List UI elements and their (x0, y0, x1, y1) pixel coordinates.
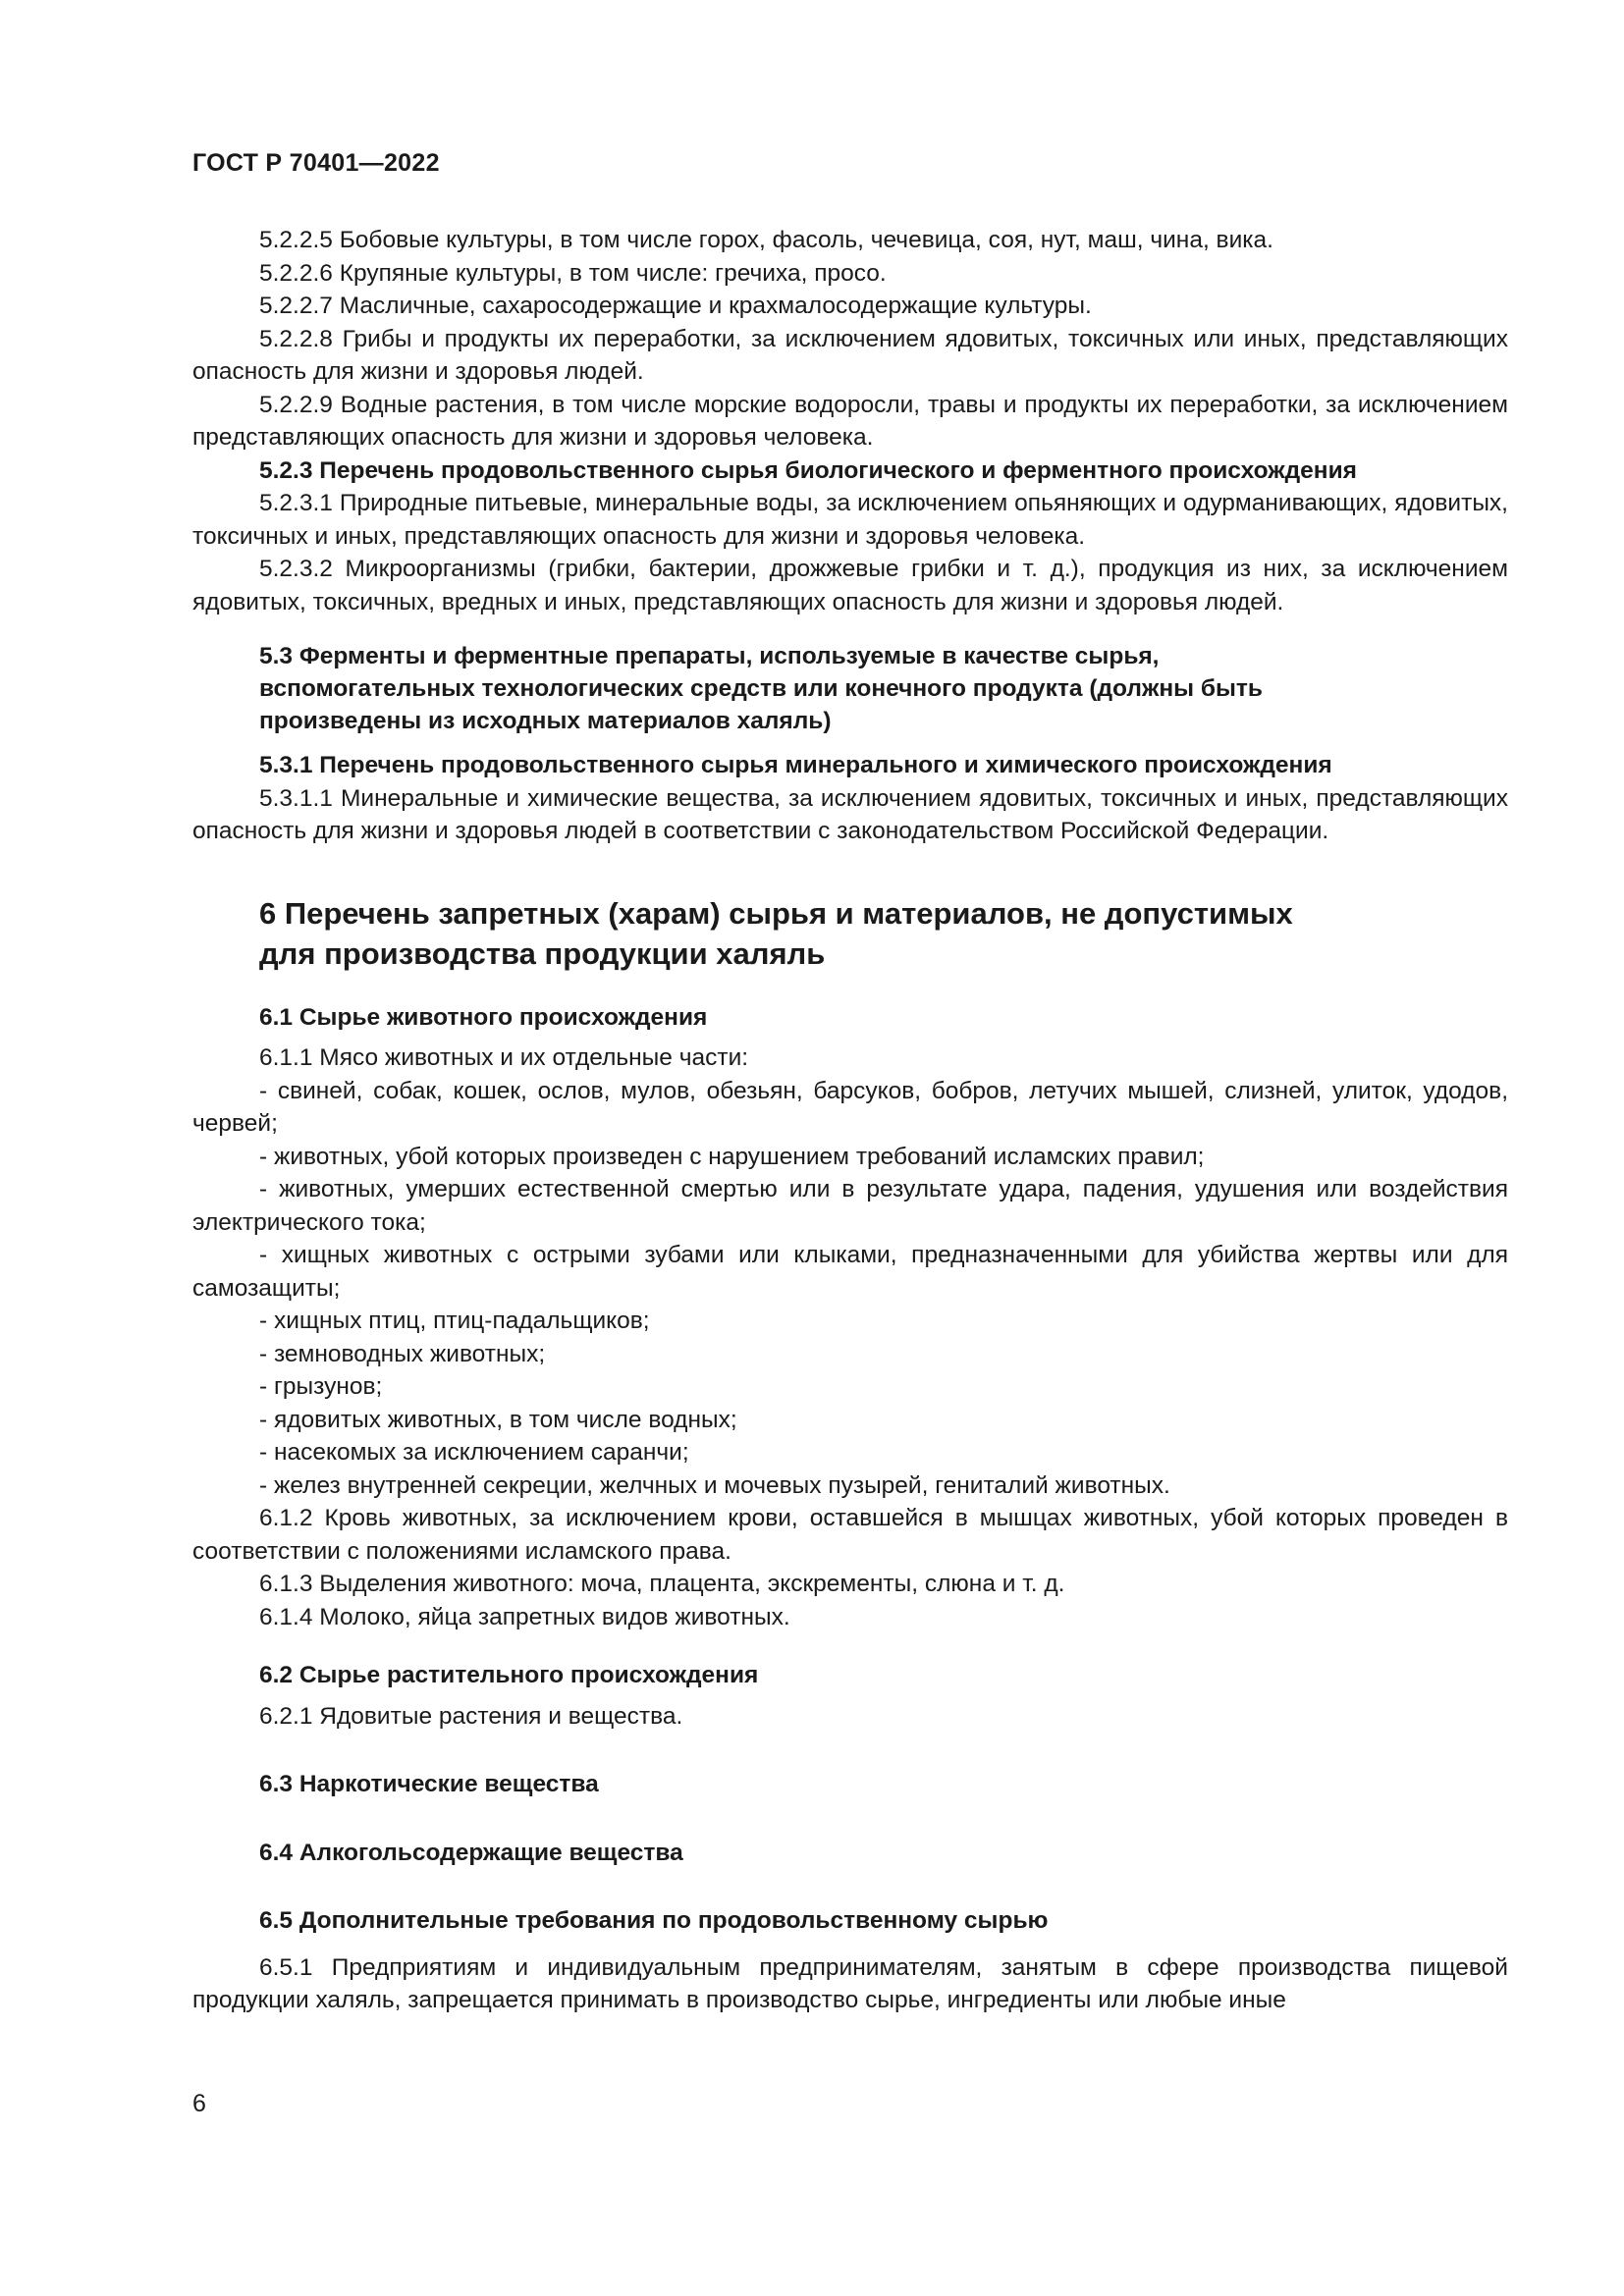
heading-line: произведены из исходных материалов халяль) (259, 708, 832, 734)
subsection-heading: 5.3.1 Перечень продовольственного сырья минерального и химического происхождения (259, 752, 1332, 778)
paragraph: - земноводных животных; (259, 1340, 546, 1367)
paragraph: 5.2.2.5 Бобовые культуры, в том числе горох, фасоль, чечевица, соя, нут, маш, чина, вика. (259, 227, 1273, 253)
paragraph: - животных, умерших естественной смертью или в результате удара, падения, удушения или воздействия электрического тока; (192, 1176, 1508, 1236)
paragraph: 5.2.3.1 Природные питьевые, минеральные воды, за исключением опьяняющих и одурманивающих, ядовитых, токсичных и иных, представляющих опасность для жизни и здоровья человека. (192, 490, 1508, 550)
paragraph: - грызунов; (259, 1373, 383, 1400)
subsection-heading: 5.2.3 Перечень продовольственного сырья биологического и ферментного происхождения (259, 456, 1357, 484)
subsection-heading: 6.1 Сырье животного происхождения (259, 1003, 708, 1031)
paragraph: 5.2.2.6 Крупяные культуры, в том числе: гречиха, просо. (259, 259, 887, 287)
paragraph: - животных, убой которых произведен с нарушением требований исламских правил; (259, 1143, 1205, 1170)
paragraph: 6.1.3 Выделения животного: моча, плацента, экскременты, слюна и т. д. (259, 1571, 1065, 1597)
paragraph: 6.5.1 Предприятиям и индивидуальным предпринимателям, занятым в сфере производства пищевой продукции халяль, запрещается принимать в производство сырье, ингредиенты или любые иные (192, 1953, 1508, 2013)
paragraph: - хищных животных с острыми зубами или клыками, предназначенными для убийства жертвы или для самозащиты; (192, 1242, 1508, 1302)
paragraph: - ядовитых животных, в том числе водных; (259, 1406, 737, 1433)
document-header: ГОСТ Р 70401—2022 (192, 149, 440, 177)
subsection-heading: 6.5 Дополнительные требования по продовольственному сырью (259, 1907, 1049, 1934)
paragraph: - хищных птиц, птиц-падальщиков; (259, 1308, 650, 1334)
paragraph: 6.1.2 Кровь животных, за исключением крови, оставшейся в мышцах животных, убой которых проведен в соответствии с положениями исламского права. (192, 1505, 1508, 1565)
paragraph: 5.3.1.1 Минеральные и химические вещества, за исключением ядовитых, токсичных и иных, представляющих опасность для жизни и здоровья людей в соответствии с законодательством Российской Федерации. (192, 784, 1508, 844)
subsection-heading: 6.4 Алкогольсодержащие вещества (259, 1839, 683, 1866)
paragraph: - свиней, собак, кошек, ослов, мулов, обезьян, барсуков, бобров, летучих мышей, слизней, улиток, удодов, червей; (192, 1077, 1508, 1137)
heading-line: для производства продукции халяль (259, 935, 826, 971)
document-body (192, 224, 1508, 2017)
page-number: 6 (192, 2090, 206, 2117)
subsection-heading: 6.3 Наркотические вещества (259, 1771, 599, 1797)
paragraph: 5.2.2.8 Грибы и продукты их переработки, за исключением ядовитых, токсичных или иных, представляющих опасность для жизни и здоровья людей. (192, 325, 1508, 385)
heading-line: вспомогательных технологических средств или конечного продукта (должны быть (259, 675, 1263, 702)
paragraph: 6.2.1 Ядовитые растения и вещества. (259, 1702, 683, 1730)
subsection-heading: 6.2 Сырье растительного происхождения (259, 1662, 759, 1688)
paragraph: - желез внутренней секреции, желчных и мочевых пузырей, гениталий животных. (259, 1471, 1170, 1499)
paragraph: 5.2.2.9 Водные растения, в том числе морские водоросли, травы и продукты их переработки, за исключением представляющих опасность для жизни и здоровья человека. (192, 391, 1508, 451)
chapter-heading (259, 893, 1508, 974)
paragraph: 5.2.3.2 Микроорганизмы (грибки, бактерии, дрожжевые грибки и т. д.), продукция из них, за исключением ядовитых, токсичных, вредных и иных, представляющих опасность для жизни и здоровья людей. (192, 556, 1508, 615)
paragraph: 6.1.1 Мясо животных и их отдельные части: (259, 1044, 749, 1071)
paragraph: 5.2.2.7 Масличные, сахаросодержащие и крахмалосодержащие культуры. (259, 293, 1092, 319)
section-heading (259, 640, 1508, 737)
heading-line: 5.3 Ферменты и ферментные препараты, используемые в качестве сырья, (259, 643, 1160, 669)
heading-line: 6 Перечень запретных (харам) сырья и материалов, не допустимых (259, 895, 1293, 931)
paragraph: - насекомых за исключением саранчи; (259, 1439, 689, 1466)
paragraph: 6.1.4 Молоко, яйца запретных видов животных. (259, 1603, 790, 1630)
